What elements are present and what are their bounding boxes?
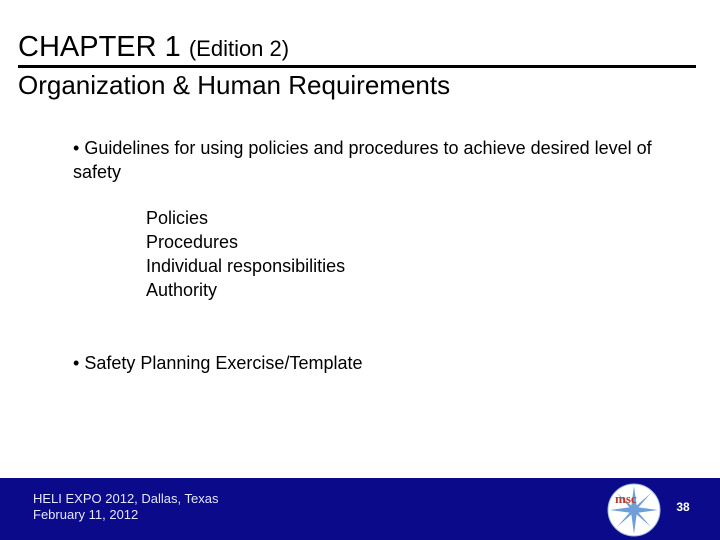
chapter-title (18, 30, 289, 66)
bullet-text: Guidelines for using policies and procedures to achieve desired level of safety (73, 138, 652, 182)
bullet-item (73, 351, 362, 375)
sub-item: Procedures (146, 232, 239, 252)
footer-bar (0, 478, 720, 540)
sub-item: Individual responsibilities (146, 256, 346, 276)
sub-item-list (146, 206, 345, 302)
logo-icon (606, 482, 662, 538)
sub-item: Policies (146, 208, 209, 228)
bullet-marker: • (73, 138, 80, 158)
bullet-item (73, 136, 673, 184)
bullet-text: Safety Planning Exercise/Template (84, 353, 363, 373)
bullet-marker: • (73, 353, 80, 373)
footer-info (33, 491, 218, 523)
chapter-label: CHAPTER 1 (18, 31, 181, 63)
page-number: 38 (676, 500, 690, 514)
footer-date: February 11, 2012 (33, 507, 139, 522)
logo-text: msc (615, 491, 637, 506)
slide-subtitle: Organization & Human Requirements (18, 70, 451, 100)
title-divider (18, 65, 696, 68)
footer-event: HELI EXPO 2012, Dallas, Texas (33, 491, 219, 506)
edition-label: (Edition 2) (188, 36, 290, 61)
sub-item: Authority (146, 280, 218, 300)
